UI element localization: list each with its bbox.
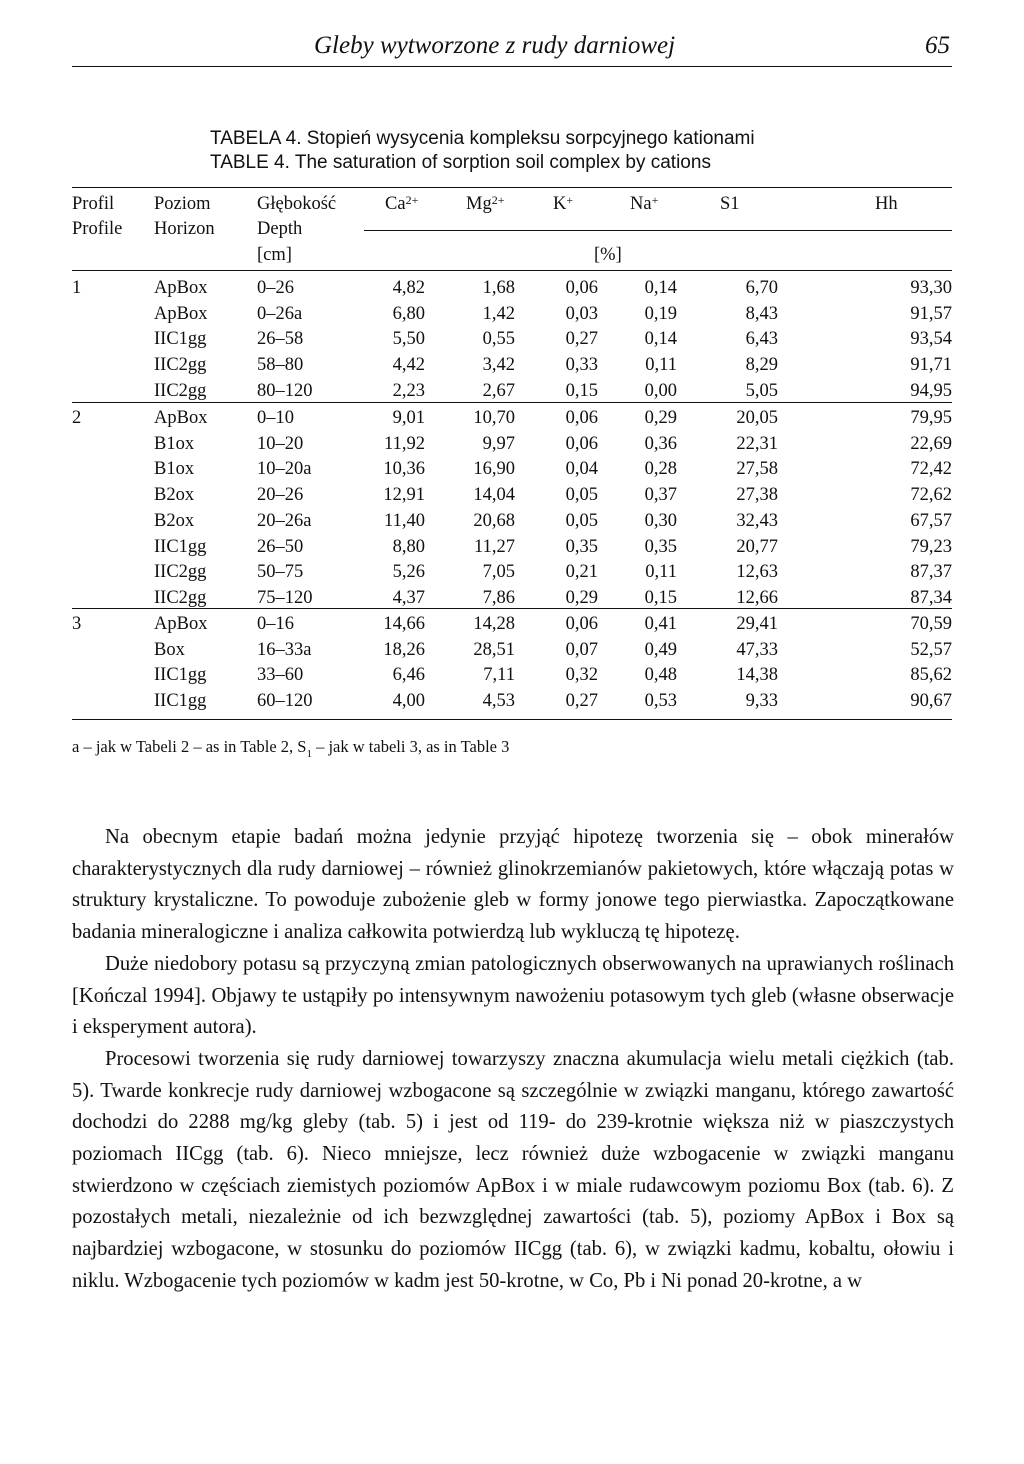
table-cell: 70,59 xyxy=(910,614,952,634)
table-cell: 11,40 xyxy=(384,510,425,531)
table-cell: 26–58 xyxy=(257,329,304,350)
table-cell: 29,41 xyxy=(736,614,778,634)
table-cell: 1,68 xyxy=(482,278,515,298)
table-cell: B1ox xyxy=(154,459,195,480)
header-hh: Hh xyxy=(875,194,898,214)
header-k-symbol: K xyxy=(553,194,567,214)
profile-number: 3 xyxy=(72,614,82,634)
table-cell: 0,35 xyxy=(565,536,598,557)
table-cell: 91,71 xyxy=(910,355,952,376)
group-separator-rule xyxy=(72,608,952,609)
table-cell: 20–26 xyxy=(257,485,304,506)
table-cell: 20,68 xyxy=(473,510,515,531)
running-title: Gleby wytworzone z rudy darniowej xyxy=(314,32,676,59)
table-cell: IIC2gg xyxy=(154,380,207,401)
table-cell: 79,23 xyxy=(910,536,952,557)
footnote-subscript: 1 xyxy=(306,748,312,760)
table-cell: 5,26 xyxy=(392,562,425,583)
table-cell: 10,70 xyxy=(473,408,515,428)
header-ca-charge: 2+ xyxy=(405,193,419,207)
table-cell: 47,33 xyxy=(736,639,778,660)
table-top-rule xyxy=(72,187,952,188)
table-cell: 72,62 xyxy=(910,485,952,506)
table-cell: 0,00 xyxy=(644,380,677,401)
paragraph: Duże niedobory potasu są przyczyną zmian patologicznych obserwowanych na uprawianych roślinach [Kończal 1994]. Objawy te ustąpiły po intensywnym nawożeniu potasowym tych gleb (własne obserwacje i eksperyment autora). xyxy=(72,952,954,1039)
table-cell: B2ox xyxy=(154,510,195,531)
table-cell: 12,66 xyxy=(736,587,778,608)
header-mg xyxy=(466,193,504,215)
header-mg-charge: 2+ xyxy=(491,193,505,207)
table-cell: 7,11 xyxy=(483,665,515,686)
table-cell: IIC2gg xyxy=(154,562,207,583)
footnote-part-a: a – jak w Tabeli 2 – as in Table 2, S xyxy=(72,737,307,756)
table-cell: 4,42 xyxy=(392,355,425,376)
table-cell: 60–120 xyxy=(257,691,313,712)
table-cell: 4,82 xyxy=(392,278,425,298)
table-cell: ApBox xyxy=(154,614,208,634)
table-cell: 10–20a xyxy=(257,459,312,480)
table-bottom-rule xyxy=(72,719,952,720)
table-cell: 6,70 xyxy=(745,278,778,298)
table-cell: IIC1gg xyxy=(154,665,207,686)
table-cell: 0,06 xyxy=(565,278,598,298)
table-cell: 12,91 xyxy=(383,485,425,506)
table-cell: 8,80 xyxy=(392,536,425,557)
table-cell: 22,31 xyxy=(736,433,778,454)
table-cell: 72,42 xyxy=(910,459,952,480)
footnote-part-b: – jak w tabeli 3, as in Table 3 xyxy=(311,737,510,756)
table-cell: 93,54 xyxy=(910,329,952,350)
table-cell: 20,77 xyxy=(736,536,778,557)
header-k-charge: + xyxy=(566,193,574,207)
table-cell: 0,06 xyxy=(565,408,598,428)
paragraph: Na obecnym etapie badań można jedynie przyjąć hipotezę tworzenia się – obok minerałów charakterystycznych dla rudy darniowej – również glinokrzemianów pakietowych, które włączają potas w struktury krystaliczne. To powoduje zubożenie gleb w formy jonowe tego pierwiastka. Zapoczątkowane badania mineralogiczne i analiza całkowita potwierdzą lub wykluczą tę hipotezę. xyxy=(72,826,954,944)
table-cell: 0,05 xyxy=(565,485,598,506)
table-cell: 6,80 xyxy=(392,303,425,324)
group-separator-rule xyxy=(72,402,952,403)
table-cell: 16–33a xyxy=(257,639,312,660)
table-cell: 93,30 xyxy=(910,278,952,298)
table-cell: 27,58 xyxy=(736,459,778,480)
table-cell: 0,07 xyxy=(565,639,598,660)
table-cell: 6,43 xyxy=(745,329,778,350)
table-cell: 0,19 xyxy=(644,303,677,324)
table-cell: 8,43 xyxy=(745,303,778,324)
table-cell: 0–26 xyxy=(257,278,294,298)
header-profile: Profile xyxy=(72,219,123,239)
table-cell: 0–16 xyxy=(257,614,294,634)
table-caption-pl: TABELA 4. Stopień wysycenia kompleksu sorpcyjnego kationami xyxy=(210,128,755,149)
table-cell: 50–75 xyxy=(257,562,304,583)
table-cell: ApBox xyxy=(154,303,208,324)
page-number: 65 xyxy=(925,32,950,59)
header-mg-symbol: Mg xyxy=(466,194,492,214)
table-cell: 14,38 xyxy=(736,665,778,686)
table-cell: 10,36 xyxy=(383,459,425,480)
table-cell: 0,29 xyxy=(565,587,598,608)
table-cell: 0,29 xyxy=(644,408,677,428)
header-cm: [cm] xyxy=(257,245,292,265)
table-cell: ApBox xyxy=(154,408,208,428)
table-cell: 80–120 xyxy=(257,380,313,401)
table-cell: 85,62 xyxy=(910,665,952,686)
header-glebokosc: Głębokość xyxy=(257,194,337,214)
table-cell: 94,95 xyxy=(910,380,952,401)
profile-number: 1 xyxy=(72,278,82,298)
table-cell: 0,53 xyxy=(644,691,677,712)
table-cell: 52,57 xyxy=(910,639,952,660)
table-cell: 87,37 xyxy=(910,562,952,583)
table-cell: 90,67 xyxy=(910,691,952,712)
table-cell: 75–120 xyxy=(257,587,313,608)
table-cell: 20,05 xyxy=(736,408,778,428)
table-cell: 67,57 xyxy=(910,510,952,531)
table-cell: 0–26a xyxy=(257,303,303,324)
table-cell: 26–50 xyxy=(257,536,304,557)
table-cell: 10–20 xyxy=(257,433,304,454)
table-cell: ApBox xyxy=(154,278,208,298)
table-cell: 9,33 xyxy=(745,691,778,712)
table-cell: 7,05 xyxy=(482,562,515,583)
table-cell: 32,43 xyxy=(736,510,778,531)
table-cell: 0,14 xyxy=(644,329,677,350)
table-cell: Box xyxy=(154,639,185,660)
header-depth: Depth xyxy=(257,219,303,239)
table-cell: 11,92 xyxy=(384,433,425,454)
table-cell: 0,35 xyxy=(644,536,677,557)
table-cell: 0,48 xyxy=(644,665,677,686)
header-bottom-rule xyxy=(72,270,952,271)
table-cell: 6,46 xyxy=(392,665,425,686)
table-cell: 14,66 xyxy=(383,614,425,634)
table-cell: 0,21 xyxy=(565,562,598,583)
table-cell: B2ox xyxy=(154,485,195,506)
table-cell: 11,27 xyxy=(474,536,515,557)
table-cell: 4,00 xyxy=(392,691,425,712)
header-ca xyxy=(385,193,418,215)
table-cell: 0,11 xyxy=(645,562,677,583)
table-cell: 2,67 xyxy=(482,380,515,401)
header-percent: [%] xyxy=(594,245,622,265)
table-cell: 79,95 xyxy=(910,408,952,428)
table-cell: IIC1gg xyxy=(154,536,207,557)
table-cell: 0,27 xyxy=(565,691,598,712)
table-cell: 0,03 xyxy=(565,303,598,324)
table-cell: 0,37 xyxy=(644,485,677,506)
table-cell: IIC2gg xyxy=(154,587,207,608)
table-cell: 0,41 xyxy=(644,614,677,634)
table-cell: 3,42 xyxy=(482,355,515,376)
header-ca-symbol: Ca xyxy=(385,194,406,214)
table-cell: 28,51 xyxy=(473,639,515,660)
header-horizon: Horizon xyxy=(154,219,215,239)
table-cell: 16,90 xyxy=(473,459,515,480)
body-text xyxy=(72,822,954,1298)
table-cell: 0–10 xyxy=(257,408,294,428)
header-profil: Profil xyxy=(72,194,115,214)
table-caption-en: TABLE 4. The saturation of sorption soil complex by cations xyxy=(210,152,711,173)
table-cell: 0,49 xyxy=(644,639,677,660)
table-cell: 14,28 xyxy=(473,614,515,634)
header-na xyxy=(630,193,658,215)
table-cell: 0,15 xyxy=(644,587,677,608)
table-cell: 2,23 xyxy=(392,380,425,401)
table-cell: 0,32 xyxy=(565,665,598,686)
table-cell: 27,38 xyxy=(736,485,778,506)
table-cell: 0,28 xyxy=(644,459,677,480)
table-cell: 0,15 xyxy=(565,380,598,401)
table-cell: IIC1gg xyxy=(154,691,207,712)
table-cell: 58–80 xyxy=(257,355,304,376)
header-sub-rule xyxy=(364,230,952,231)
table-cell: 0,55 xyxy=(482,329,515,350)
table-cell: 0,11 xyxy=(645,355,677,376)
table-cell: 9,97 xyxy=(482,433,515,454)
table-cell: 0,05 xyxy=(565,510,598,531)
header-na-charge: + xyxy=(651,193,659,207)
header-s1: S1 xyxy=(720,194,740,214)
table-cell: 87,34 xyxy=(910,587,952,608)
table-cell: 33–60 xyxy=(257,665,304,686)
header-poziom: Poziom xyxy=(154,194,211,214)
table-cell: 8,29 xyxy=(745,355,778,376)
table-cell: 0,36 xyxy=(644,433,677,454)
table-cell: 4,53 xyxy=(482,691,515,712)
table-cell: 0,33 xyxy=(565,355,598,376)
table-cell: 0,30 xyxy=(644,510,677,531)
table-cell: 0,14 xyxy=(644,278,677,298)
table-cell: 12,63 xyxy=(736,562,778,583)
table-cell: B1ox xyxy=(154,433,195,454)
table-cell: 91,57 xyxy=(910,303,952,324)
table-cell: IIC1gg xyxy=(154,329,207,350)
table-cell: 0,06 xyxy=(565,433,598,454)
table-cell: 14,04 xyxy=(473,485,515,506)
table-cell: 22,69 xyxy=(910,433,952,454)
paragraph: Procesowi tworzenia się rudy darniowej towarzyszy znaczna akumulacja wielu metali ciężkich (tab. 5). Twarde konkrecje rudy darniowej wzbogacone są szczególnie w związki manganu, którego zawartość dochodzi do 2288 mg/kg gleby (tab. 5) i jest od 119- do 239-krotnie większa niż w piaszczystych poziomach IICgg (tab. 6). Nieco mniejsze, lecz również duże wzbogacenie w związki manganu stwierdzono w częściach ziemistych poziomów ApBox i w miale rudawcowym poziomu Box (tab. 6). Z pozostałych metali, niezależnie od ich bezwzględnej zawartości (tab. 5), poziomy ApBox i Box są najbardziej wzbogacone, w stosunku do poziomów IICgg (tab. 6), w związki kadmu, kobaltu, ołowiu i niklu. Wzbogacenie tych poziomów w kadm jest 50-krotne, w Co, Pb i Ni ponad 20-krotne, a w xyxy=(72,1047,954,1292)
table-footnote xyxy=(72,737,510,760)
running-head xyxy=(72,30,952,67)
table-cell: 4,37 xyxy=(392,587,425,608)
table-cell: 18,26 xyxy=(383,639,425,660)
table-cell: 0,27 xyxy=(565,329,598,350)
profile-number: 2 xyxy=(72,408,82,428)
table-cell: 20–26a xyxy=(257,510,312,531)
table-cell: 5,05 xyxy=(745,380,778,401)
table-cell: 9,01 xyxy=(392,408,425,428)
header-na-symbol: Na xyxy=(630,194,652,214)
table-cell: 0,06 xyxy=(565,614,598,634)
table-cell: 1,42 xyxy=(482,303,515,324)
header-k xyxy=(553,193,573,215)
table-cell: IIC2gg xyxy=(154,355,207,376)
table-cell: 7,86 xyxy=(482,587,515,608)
table-cell: 0,04 xyxy=(565,459,598,480)
table-cell: 5,50 xyxy=(392,329,425,350)
